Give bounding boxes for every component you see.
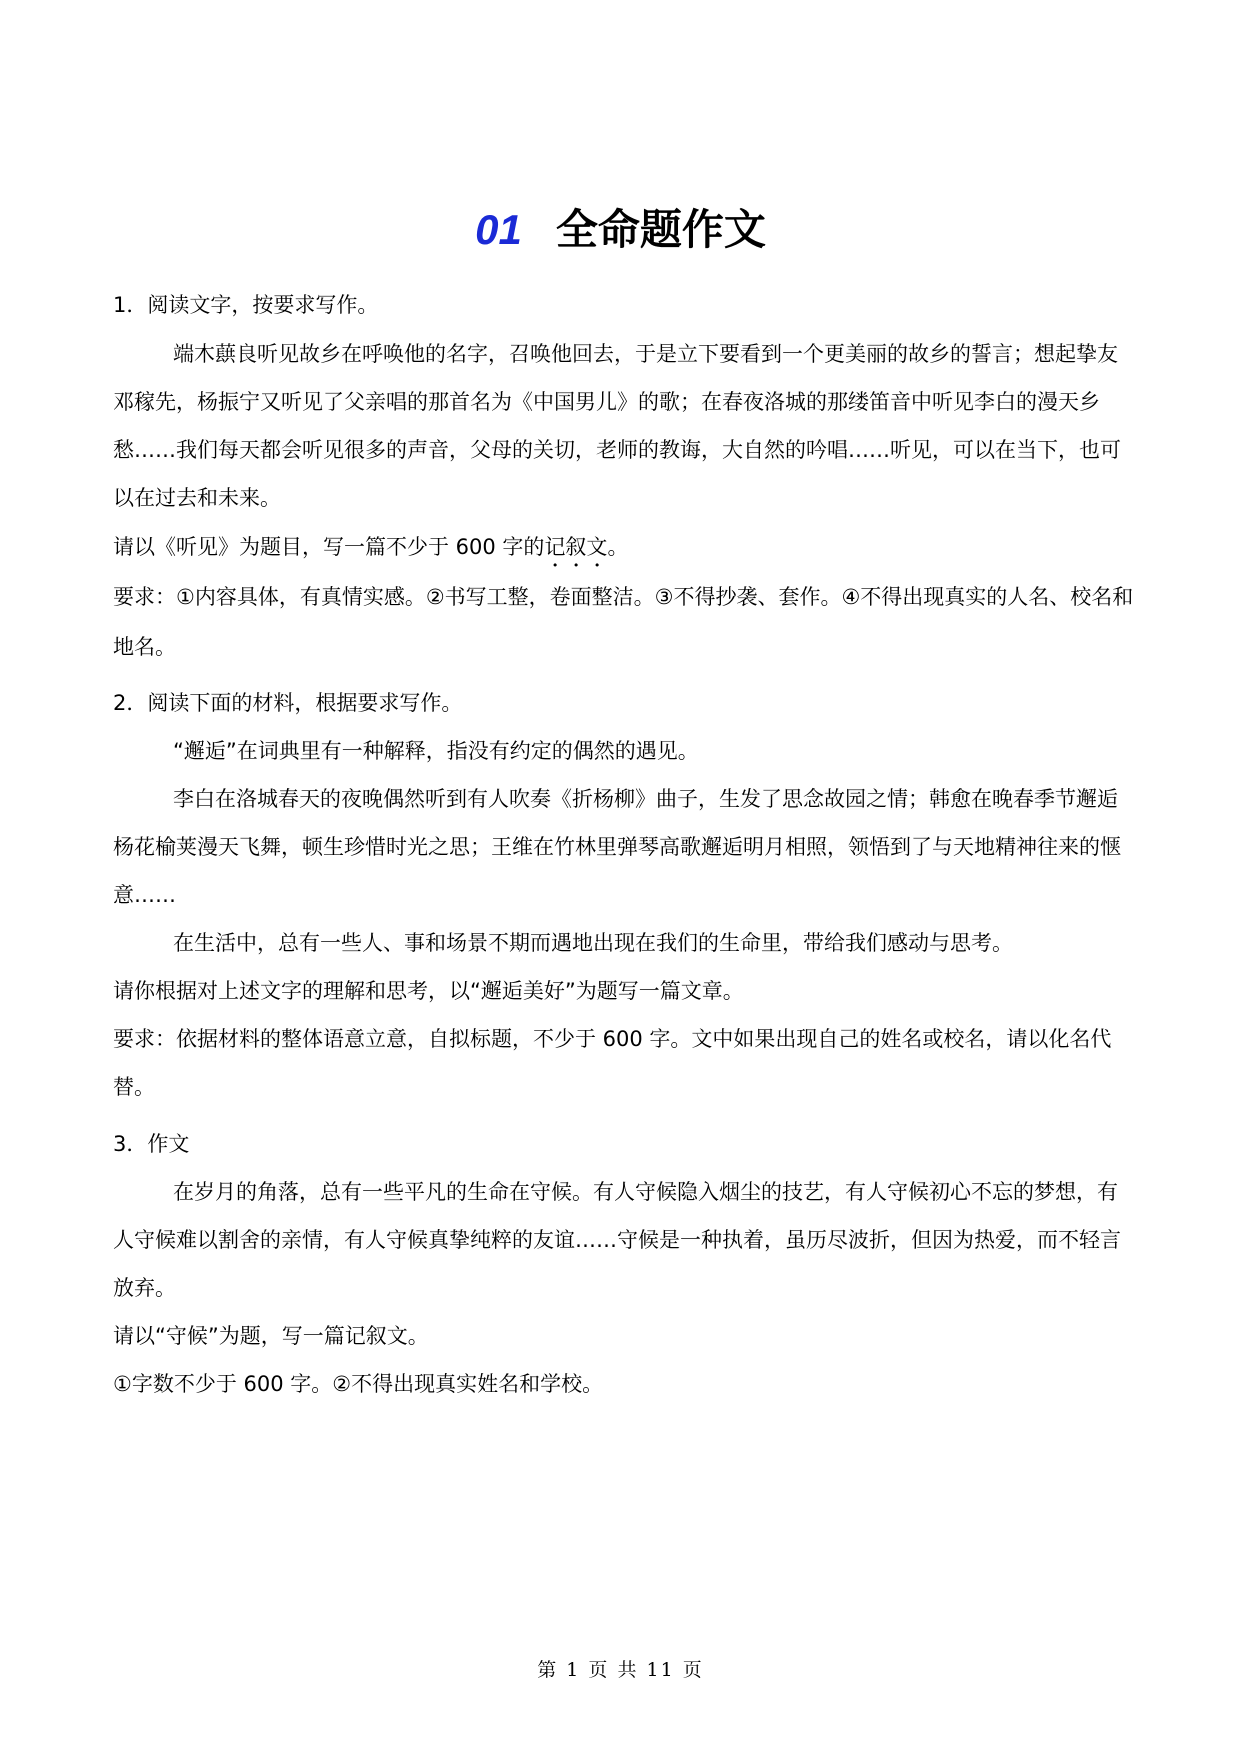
question-3-heading: 3．作文 bbox=[113, 1132, 190, 1156]
question-1-task-emphasis: 记叙文 bbox=[544, 535, 608, 559]
question-1-heading: 1．阅读文字，按要求写作。 bbox=[113, 293, 379, 317]
question-2-material: 李白在洛城春天的夜晚偶然听到有人吹奏《折杨柳》曲子，生发了思念故园之情；韩愈在晚春季节邂逅杨花榆荚漫天飞舞，顿生珍惜时光之思；王维在竹林里弹琴高歌邂逅明月相照，领悟到了与天地精神往来的惬意…… bbox=[113, 787, 1121, 907]
question-3 bbox=[113, 1120, 1138, 1408]
question-2-definition: “邂逅”在词典里有一种解释，指没有约定的偶然的遇见。 bbox=[173, 739, 699, 763]
page-number-footer: 第 1 页 共 11 页 bbox=[537, 1659, 704, 1681]
question-1-task-end: 。 bbox=[607, 535, 629, 559]
question-1 bbox=[113, 280, 1138, 672]
question-2 bbox=[113, 679, 1138, 1111]
question-2-task: 请你根据对上述文字的理解和思考，以“邂逅美好”为题写一篇文章。 bbox=[113, 979, 744, 1003]
question-3-task: 请以“守候”为题，写一篇记叙文。 bbox=[113, 1324, 429, 1348]
title-text: 全命题作文 bbox=[555, 205, 766, 254]
question-2-requirements: 要求：依据材料的整体语意立意，自拟标题，不少于 600 字。文中如果出现自己的姓名或校名，请以化名代替。 bbox=[113, 1027, 1112, 1099]
question-2-heading: 2．阅读下面的材料，根据要求写作。 bbox=[113, 691, 463, 715]
question-2-reflection: 在生活中，总有一些人、事和场景不期而遇地出现在我们的生命里，带给我们感动与思考。 bbox=[173, 931, 1013, 955]
question-3-material: 在岁月的角落，总有一些平凡的生命在守候。有人守候隐入烟尘的技艺，有人守候初心不忘的梦想，有人守候难以割舍的亲情，有人守候真挚纯粹的友谊……守候是一种执着，虽历尽波折，但因为热爱，而不轻言放弃。 bbox=[113, 1180, 1121, 1300]
question-1-material: 端木蕻良听见故乡在呼唤他的名字，召唤他回去，于是立下要看到一个更美丽的故乡的誓言；想起挚友邓稼先，杨振宁又听见了父亲唱的那首名为《中国男儿》的歌；在春夜洛城的那缕笛音中听见李白的漫天乡愁……我们每天都会听见很多的声音，父母的关切，老师的教诲，大自然的吟唱……听见，可以在当下，也可以在过去和未来。 bbox=[113, 342, 1121, 510]
question-1-task bbox=[113, 522, 1138, 572]
title-number: 01 bbox=[475, 206, 522, 253]
page-title bbox=[0, 200, 1241, 260]
question-1-requirements: 要求：①内容具体，有真情实感。②书写工整，卷面整洁。③不得抄袭、套作。④不得出现真实的人名、校名和地名。 bbox=[113, 585, 1134, 659]
question-3-requirements: ①字数不少于 600 字。②不得出现真实姓名和学校。 bbox=[113, 1372, 604, 1396]
question-1-task-text: 请以《听见》为题目，写一篇不少于 600 字的 bbox=[113, 535, 545, 559]
